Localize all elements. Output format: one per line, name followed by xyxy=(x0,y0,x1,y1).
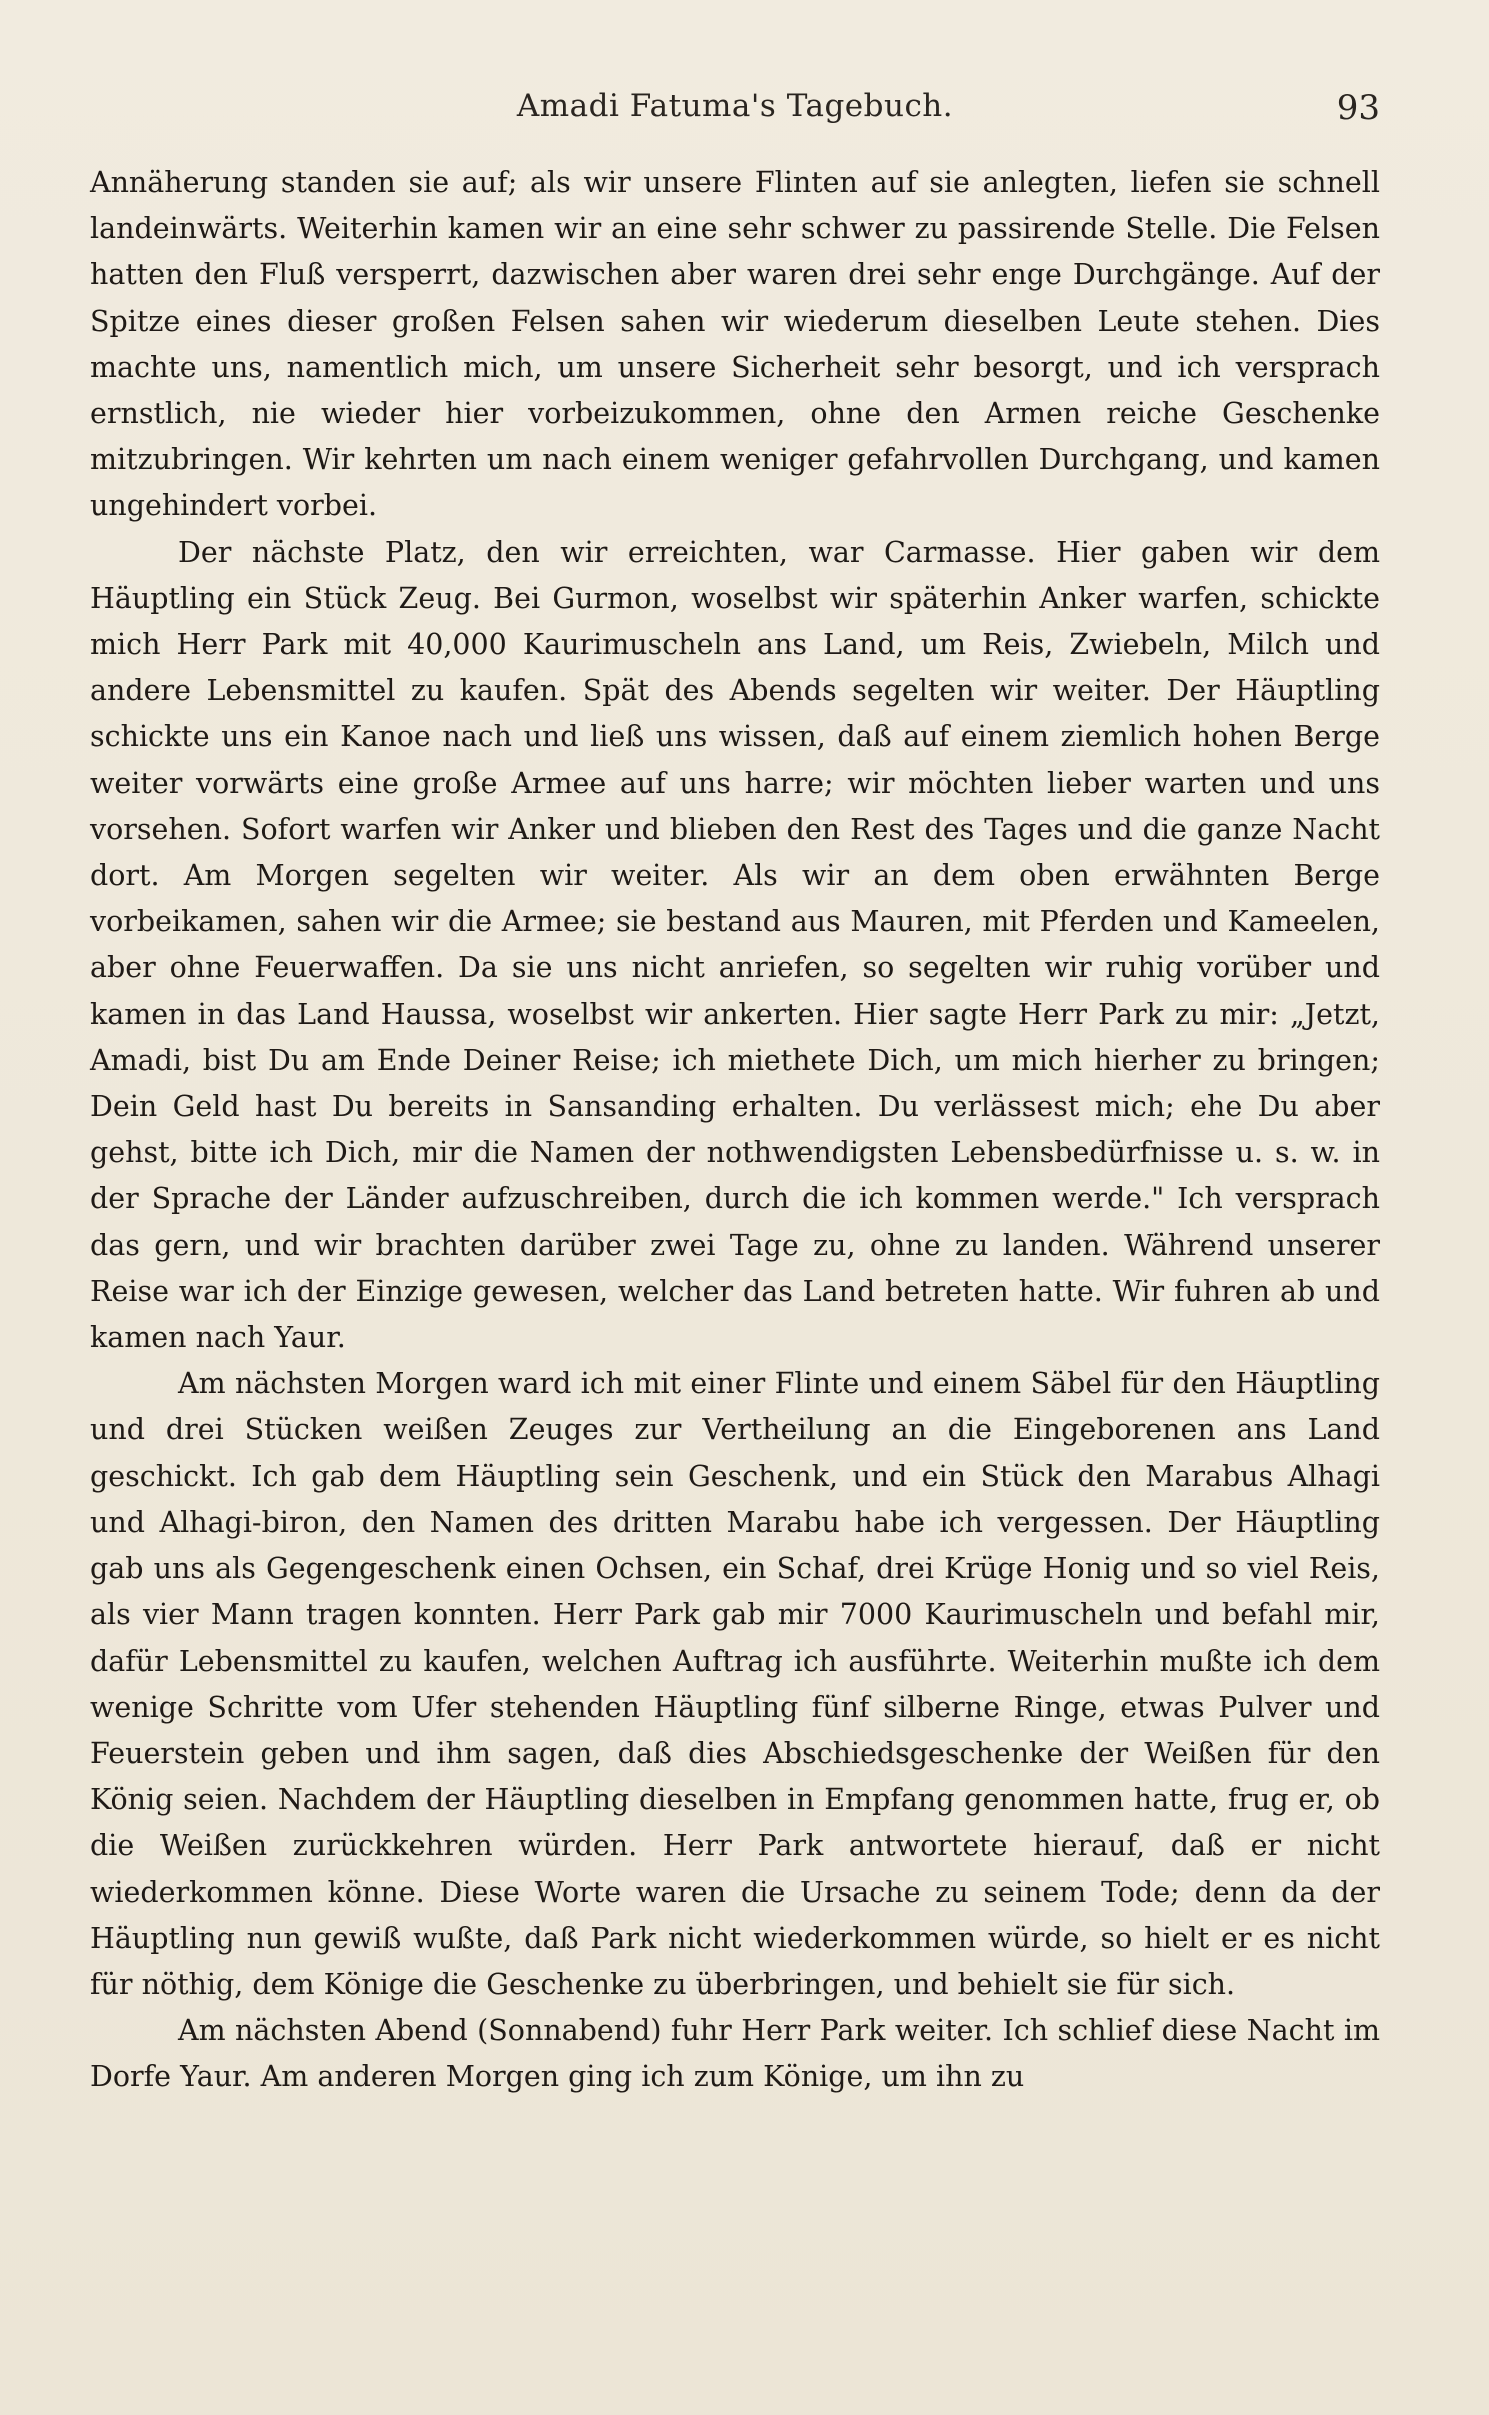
paragraph-2: Der nächste Platz, den wir erreichten, war Carmasse. Hier gaben wir dem Häuptling ein Stück Zeug. Bei Gurmon, woselbst wir späterhin Anker warfen, schickte mich Herr Park mit 40,000 Kaurimuscheln ans Land, um Reis, Zwiebeln, Milch und andere Lebensmittel zu kaufen. Spät des Abends segelten wir weiter. Der Häuptling schickte uns ein Kanoe nach und ließ uns wissen, daß auf einem ziemlich hohen Berge weiter vorwärts eine große Armee auf uns harre; wir möchten lieber warten und uns vorsehen. Sofort warfen wir Anker und blieben den Rest des Tages und die ganze Nacht dort. Am Morgen segelten wir weiter. Als wir an dem oben erwähnten Berge vorbeikamen, sahen wir die Armee; sie bestand aus Mauren, mit Pferden und Kameelen, aber ohne Feuerwaffen. Da sie uns nicht anriefen, so segelten wir ruhig vorüber und kamen in das Land Haussa, woselbst wir ankerten. Hier sagte Herr Park zu mir: „Jetzt, Amadi, bist Du am Ende Deiner Reise; ich miethete Dich, um mich hierher zu bringen; Dein Geld hast Du bereits in Sansanding erhalten. Du verlässest mich; ehe Du aber gehst, bitte ich Dich, mir die Namen der nothwendigsten Lebensbedürfnisse u. s. w. in der Sprache der Länder aufzuschreiben, durch die ich kommen werde." Ich versprach das gern, und wir brachten darüber zwei Tage zu, ohne zu landen. Während unserer Reise war ich der Einzige gewesen, welcher das Land betreten hatte. Wir fuhren ab und kamen nach Yaur. xyxy=(90,535,1380,1355)
body-text xyxy=(90,160,1380,2101)
paragraph-1: Annäherung standen sie auf; als wir unsere Flinten auf sie anlegten, liefen sie schnell landeinwärts. Weiterhin kamen wir an eine sehr schwer zu passirende Stelle. Die Felsen hatten den Fluß versperrt, dazwischen aber waren drei sehr enge Durchgänge. Auf der Spitze eines dieser großen Felsen sahen wir wiederum dieselben Leute stehen. Dies machte uns, namentlich mich, um unsere Sicherheit sehr besorgt, und ich versprach ernstlich, nie wieder hier vorbeizukommen, ohne den Armen reiche Geschenke mitzubringen. Wir kehrten um nach einem weniger gefahrvollen Durchgang, und kamen ungehindert vorbei. xyxy=(90,166,1380,523)
running-head: Amadi Fatuma's Tagebuch. xyxy=(516,88,954,124)
paragraph-3: Am nächsten Morgen ward ich mit einer Flinte und einem Säbel für den Häuptling und drei Stücken weißen Zeuges zur Vertheilung an die Eingeborenen ans Land geschickt. Ich gab dem Häuptling sein Geschenk, und ein Stück den Marabus Alhagi und Alhagi-biron, den Namen des dritten Marabu habe ich vergessen. Der Häuptling gab uns als Gegengeschenk einen Ochsen, ein Schaf, drei Krüge Honig und so viel Reis, als vier Mann tragen konnten. Herr Park gab mir 7000 Kaurimuscheln und befahl mir, dafür Lebensmittel zu kaufen, welchen Auftrag ich ausführte. Weiterhin mußte ich dem wenige Schritte vom Ufer stehenden Häuptling fünf silberne Ringe, etwas Pulver und Feuerstein geben und ihm sagen, daß dies Abschiedsgeschenke der Weißen für den König seien. Nachdem der Häuptling dieselben in Empfang genommen hatte, frug er, ob die Weißen zurückkehren würden. Herr Park antwortete hierauf, daß er nicht wiederkommen könne. Diese Worte waren die Ursache zu seinem Tode; denn da der Häuptling nun gewiß wußte, daß Park nicht wiederkommen würde, so hielt er es nicht für nöthig, dem Könige die Geschenke zu überbringen, und behielt sie für sich. xyxy=(90,1367,1380,2001)
page-header xyxy=(90,88,1380,138)
paragraph-4: Am nächsten Abend (Sonnabend) fuhr Herr Park weiter. Ich schlief diese Nacht im Dorfe Yaur. Am anderen Morgen ging ich zum Könige, um ihn zu xyxy=(90,2014,1380,2094)
page-number: 93 xyxy=(1336,88,1380,128)
